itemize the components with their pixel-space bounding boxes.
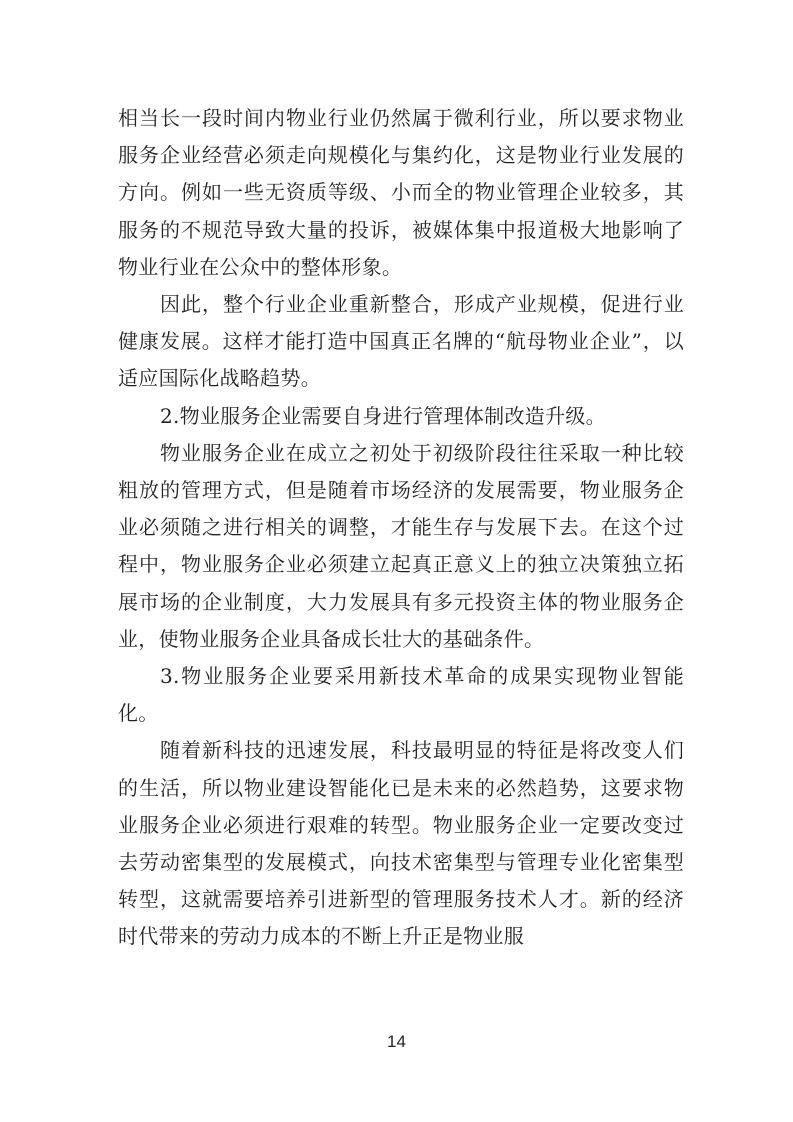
body-text bbox=[118, 100, 684, 956]
paragraph-intelligent-property: 随着新科技的迅速发展，科技最明显的特征是将改变人们的生活，所以物业建设智能化已是未来的必然趋势，这要求物业服务企业必须进行艰难的转型。物业服务企业一定要改变过去劳动密集型的发展模式，向技术密集型与管理专业化密集型转型，这就需要培养引进新型的管理服务技术人才。新的经济时代带来的劳动力成本的不断上升正是物业服 bbox=[118, 738, 684, 949]
heading-management-reform: 2.物业服务企业需要自身进行管理体制改造升级。 bbox=[160, 403, 606, 428]
paragraph-management-reform: 物业服务企业在成立之初处于初级阶段往往采取一种比较粗放的管理方式，但是随着市场经济的发展需要，物业服务企业必须随之进行相关的调整，才能生存与发展下去。在这个过程中，物业服务企业必须建立起真正意义上的独立决策独立拓展市场的企业制度，大力发展具有多元投资主体的物业服务企业，使物业服务企业具备成长壮大的基础条件。 bbox=[118, 440, 684, 651]
heading-intelligent-property: 3.物业服务企业要采用新技术革命的成果实现物业智能化。 bbox=[118, 664, 684, 726]
paragraph-scale-intensification: 相当长一段时间内物业行业仍然属于微利行业，所以要求物业服务企业经营必须走向规模化与集约化，这是物业行业发展的方向。例如一些无资质等级、小而全的物业管理企业较多，其服务的不规范导致大量的投诉，被媒体集中报道极大地影响了物业行业在公众中的整体形象。 bbox=[118, 106, 684, 279]
paragraph-industry-integration: 因此，整个行业企业重新整合，形成产业规模，促进行业健康发展。这样才能打造中国真正名牌的“航母物业企业”，以适应国际化战略趋势。 bbox=[118, 292, 684, 391]
page-number: 14 bbox=[387, 1032, 406, 1051]
